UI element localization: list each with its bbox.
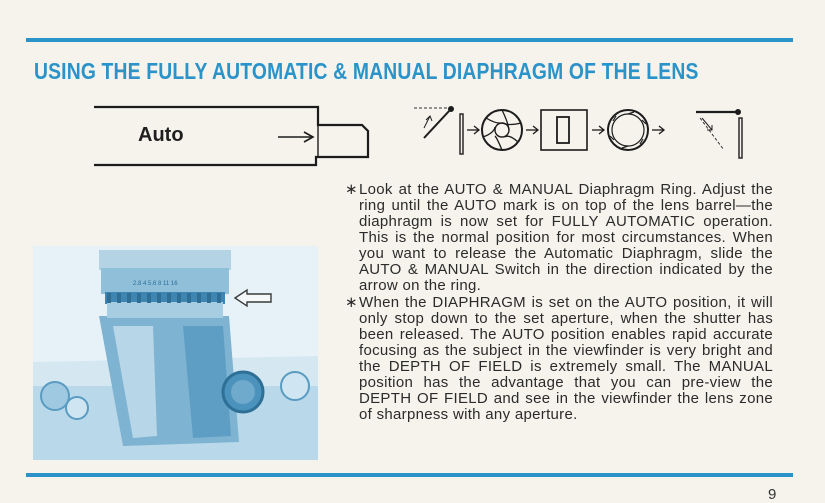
arrow-right-icon <box>592 126 604 134</box>
switch-direction-arrow-icon <box>278 132 313 142</box>
page-number: 9 <box>768 486 777 503</box>
instruction-paragraph <box>345 295 773 423</box>
svg-text:2.8 4 5.6 8 11 16: 2.8 4 5.6 8 11 16 <box>133 281 178 287</box>
iris-open-icon <box>482 110 522 150</box>
arrow-right-icon <box>652 126 664 134</box>
arrow-right-icon <box>526 126 538 134</box>
lever-return-icon <box>696 109 742 158</box>
lever-icon <box>414 106 463 154</box>
diaphragm-ring-diagram <box>92 103 370 173</box>
camera-lens-photo <box>33 246 318 460</box>
auto-mark-label: Auto <box>138 124 184 146</box>
paragraph-text: Look at the AUTO & MANUAL Diaphragm Ring. Adjust the ring until the AUTO mark is on top of the lens barrel—the diaphragm is now set for FULLY AUTOMATIC operation. This is the normal position for most circumstances. When you want to release the Automatic Diaphragm, slide the AUTO & MANUAL Switch in the direction indicated by the arrow on the ring. <box>359 181 773 294</box>
bottom-rule <box>26 473 793 477</box>
paragraph-text: When the DIAPHRAGM is set on the AUTO position, it will only stop down to the set aperture, when the shutter has been released. The AUTO position enables rapid accurate focusing as the subject in the viewfinder is very bright and the DEPTH OF FIELD is extremely small. The MANUAL position has the advantage that you can pre-view the DEPTH OF FIELD and see in the viewfinder the lens zone of sharpness with any aperture. <box>359 294 773 423</box>
instruction-paragraph <box>345 182 773 294</box>
aperture-rectangle-icon <box>541 110 587 150</box>
bullet-asterisk: ∗ <box>345 294 358 311</box>
arrow-right-icon <box>467 126 479 134</box>
diaphragm-sequence-diagram <box>412 100 752 162</box>
instruction-text <box>345 182 773 424</box>
page-title: USING THE FULLY AUTOMATIC & MANUAL DIAPHRAGM OF THE LENS <box>34 58 699 84</box>
iris-closed-icon <box>608 110 648 150</box>
bullet-asterisk: ∗ <box>345 181 358 198</box>
top-rule <box>26 38 793 42</box>
